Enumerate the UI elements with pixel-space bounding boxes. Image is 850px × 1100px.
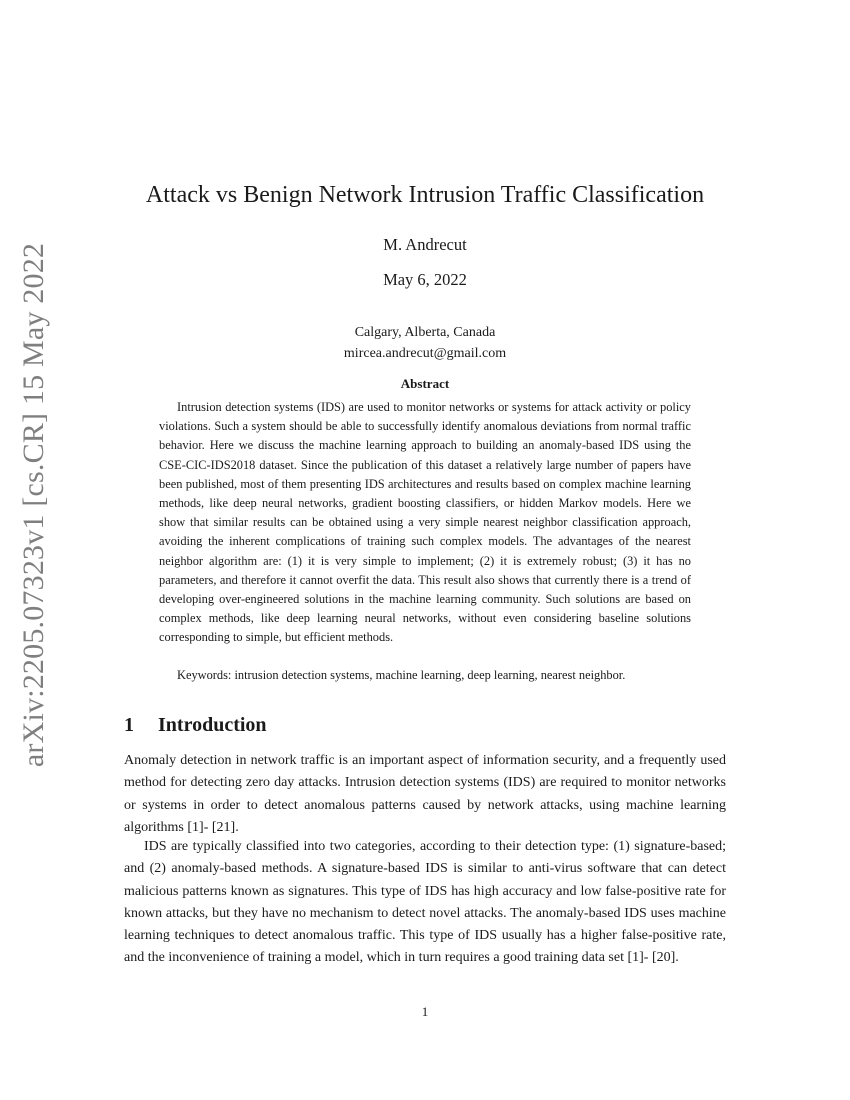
- section-title: Introduction: [158, 714, 267, 736]
- section-number: 1: [124, 714, 134, 736]
- abstract-text: Intrusion detection systems (IDS) are used to monitor networks or systems for attack activity or policy violations. Such a system should be able to successfully identify anomalous deviations from normal traffic behavior. Here we discuss the machine learning approach to building an anomaly-based IDS using the CSE-CIC-IDS2018 dataset. Since the publication of this dataset a relatively large number of papers have been published, most of them presenting IDS architectures and results based on complex machine learning methods, like deep neural networks, gradient boosting classifiers, or hidden Markov models. Here we show that similar results can be obtained using a very simple nearest neighbor classification approach, avoiding the inherent complications of training such complex models. The advantages of the nearest neighbor algorithm are: (1) it is very simple to implement; (2) it is extremely robust; (3) it has no parameters, and therefore it cannot overfit the data. This result also shows that currently there is a trend of developing over-engineered solutions in the machine learning community. Such solutions are based on complex methods, like deep learning neural networks, without even considering baseline solutions corresponding to simple, but efficient methods.: [159, 400, 691, 645]
- section-heading: [124, 714, 267, 737]
- paper-title: Attack vs Benign Network Intrusion Traffic Classification: [145, 182, 705, 208]
- arxiv-identifier: arXiv:2205.07323v1 [cs.CR] 15 May 2022: [17, 242, 50, 768]
- abstract-heading: Abstract: [400, 376, 450, 391]
- body-paragraph: Anomaly detection in network traffic is an important aspect of information security, and a frequently used method for detecting zero day attacks. Intrusion detection systems (IDS) are required to monitor networks or systems in order to detect anomalous patterns caused by network attacks, using machine learning algorithms [1]- [21].: [124, 753, 726, 835]
- author-name: M. Andrecut: [383, 235, 467, 254]
- keywords: Keywords: intrusion detection systems, machine learning, deep learning, nearest neighbor.: [177, 668, 626, 682]
- author-affiliation: Calgary, Alberta, Canada: [354, 325, 496, 340]
- body-paragraph: IDS are typically classified into two categories, according to their detection type: (1) signature-based; and (2) anomaly-based methods. A signature-based IDS is similar to anti-virus software that can detect malicious patterns known as signatures. This type of IDS has high accuracy and low false-positive rate for known attacks, but they have no mechanism to detect novel attacks. The anomaly-based IDS uses machine learning techniques to detect anomalous traffic. This type of IDS usually has a higher false-positive rate, and the inconvenience of training a model, which in turn requires a good training data set [1]- [20].: [124, 839, 726, 966]
- page-number: 1: [421, 1004, 429, 1019]
- paper-date: May 6, 2022: [383, 270, 467, 289]
- author-email: mircea.andrecut@gmail.com: [343, 346, 507, 361]
